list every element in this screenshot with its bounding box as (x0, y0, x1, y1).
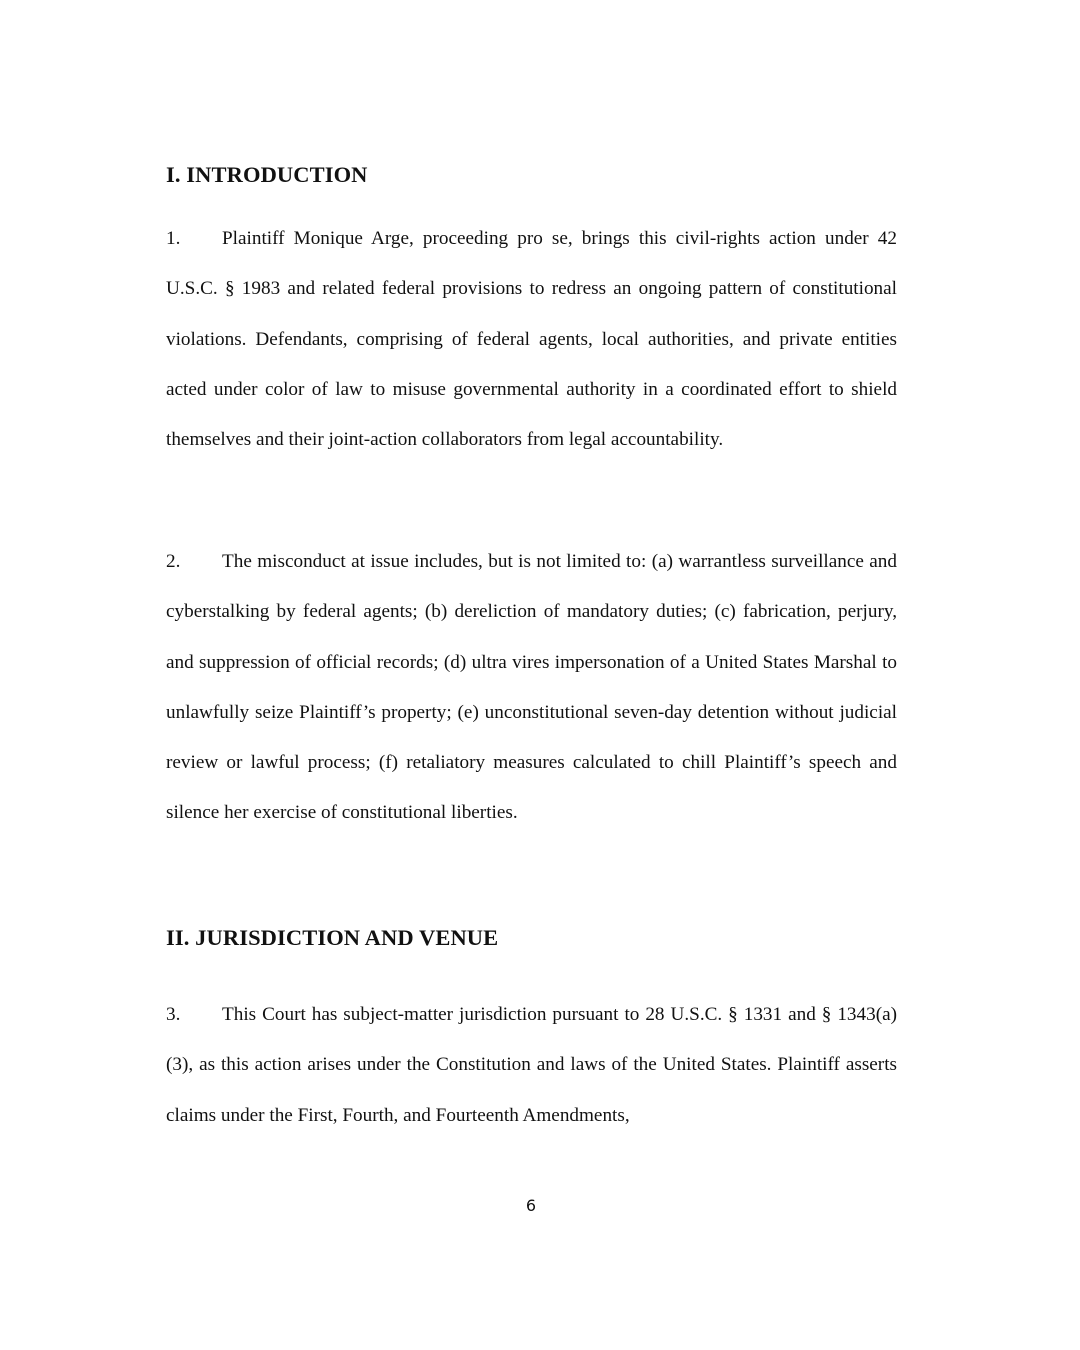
paragraph-number: 3. (166, 1004, 181, 1025)
paragraph-3 (166, 990, 897, 1141)
paragraph-number: 1. (166, 228, 181, 249)
section-heading-jurisdiction-venue: II. JURISDICTION AND VENUE (166, 925, 499, 950)
paragraph-text: The misconduct at issue includes, but is not limited to: (a) warrantless surveillance and cyberstalking by federal agents; (b) dereliction of mandatory duties; (c) fabrication, perjury, and suppression of official records; (d) ultra vires impersonation of a United States Marshal to unlawfully seize Plaintiff’s property; (e) unconstitutional seven-day detention without judicial review or lawful process; (f) retaliatory measures calculated to chill Plaintiff’s speech and silence her exercise of constitutional liberties. (166, 551, 897, 824)
section-heading-introduction: I. INTRODUCTION (166, 162, 368, 187)
page-number: 6 (525, 1196, 537, 1215)
paragraph-text: Plaintiff Monique Arge, proceeding pro se, brings this civil-rights action under 42 U.S.C. § 1983 and related federal provisions to redress an ongoing pattern of constitutional violations. Defendants, comprising of federal agents, local authorities, and private entities acted under color of law to misuse governmental authority in a coordinated effort to shield themselves and their joint-action collaborators from legal accountability. (166, 228, 897, 451)
paragraph-text: This Court has subject-matter jurisdiction pursuant to 28 U.S.C. § 1331 and § 1343(a)(3), as this action arises under the Constitution and laws of the United States. Plaintiff asserts claims under the First, Fourth, and Fourteenth Amendments, (166, 1004, 897, 1126)
paragraph-number: 2. (166, 551, 181, 572)
paragraph-1 (166, 214, 897, 465)
paragraph-2 (166, 537, 897, 839)
